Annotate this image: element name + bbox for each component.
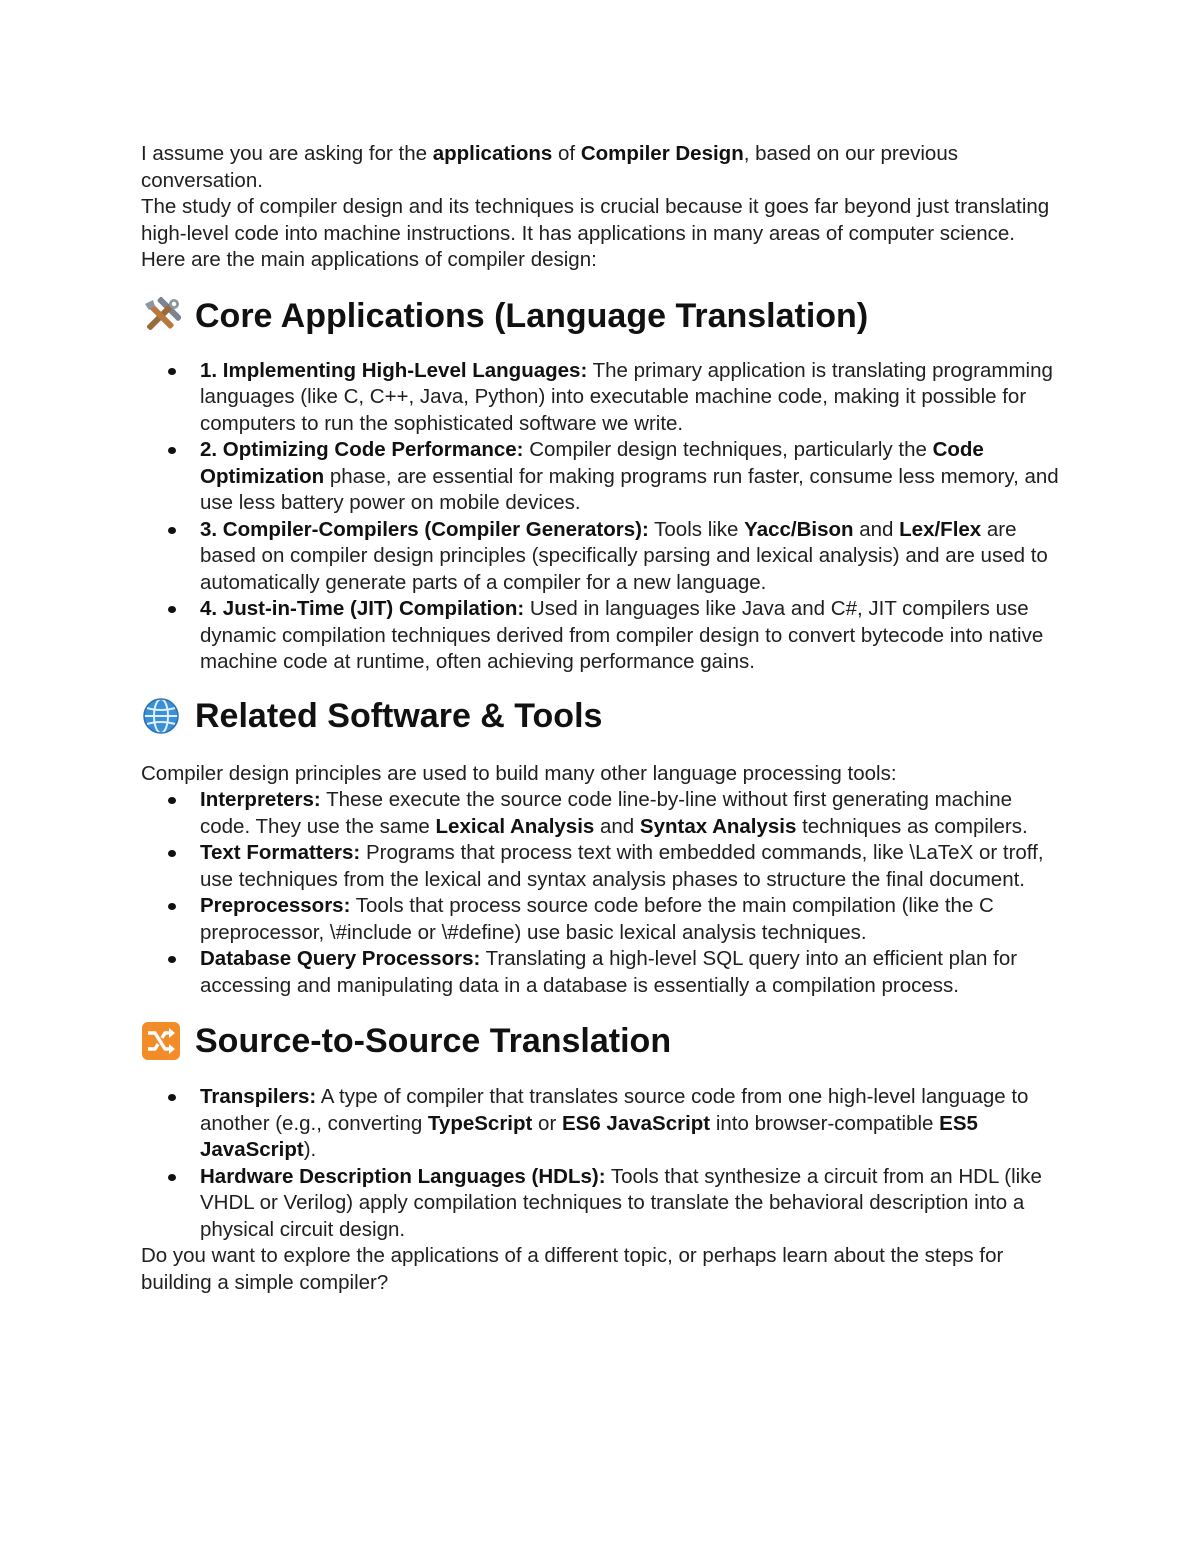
closing-question-paragraph: Do you want to explore the applications of a different topic, or perhaps learn about the steps for building a simple compiler? bbox=[141, 1244, 1004, 1294]
item-term: Preprocessors: bbox=[200, 894, 351, 917]
item-text: A type of compiler that translates source code from one high-level language to another (e.g., converting bbox=[200, 1085, 1029, 1135]
list-item bbox=[141, 596, 1061, 676]
item-term: 1. Implementing High-Level Languages: bbox=[200, 358, 588, 382]
core-applications-list bbox=[141, 358, 1061, 676]
item-term: Interpreters: bbox=[200, 788, 321, 811]
list-item bbox=[141, 1084, 1061, 1164]
globe-icon bbox=[141, 696, 183, 736]
item-bold: Lex/Flex bbox=[899, 517, 982, 541]
intro-bold-compiler-design: Compiler Design bbox=[580, 142, 744, 165]
list-item bbox=[141, 358, 1061, 438]
item-text: and bbox=[594, 814, 640, 838]
intro-text: I assume you are asking for the bbox=[141, 142, 433, 165]
item-bold: Yacc/Bison bbox=[744, 517, 854, 541]
item-text: The primary application is translating programming languages (like C, C++, Java, Python) into executable machine code, making it possible for computers to run the sophisticated software we write. bbox=[200, 358, 1053, 435]
item-term: Text Formatters: bbox=[200, 841, 361, 864]
list-item bbox=[141, 946, 1061, 999]
item-text: or bbox=[532, 1111, 562, 1135]
item-text: These execute the source code line-by-line without first generating machine code. They use the same bbox=[200, 788, 1013, 838]
item-text: phase, are essential for making programs run faster, consume less memory, and use less battery power on mobile devices. bbox=[200, 464, 1059, 514]
item-text: Translating a high-level SQL query into an efficient plan for accessing and manipulating data in a database is essentially a compilation process. bbox=[200, 947, 1018, 997]
source-to-source-heading bbox=[141, 1021, 1061, 1061]
list-item bbox=[141, 787, 1061, 840]
core-applications-title: Core Applications (Language Translation) bbox=[195, 296, 869, 335]
item-text: and bbox=[853, 517, 900, 541]
item-term: 4. Just-in-Time (JIT) Compilation: bbox=[200, 597, 525, 620]
item-bold: TypeScript bbox=[427, 1111, 533, 1135]
item-text: techniques as compilers. bbox=[796, 814, 1028, 838]
document-page bbox=[141, 141, 1061, 1296]
item-text: into browser-compatible bbox=[710, 1111, 940, 1135]
item-text: Compiler design techniques, particularly the bbox=[523, 438, 933, 461]
item-bold: Lexical Analysis bbox=[435, 814, 595, 838]
item-text: ). bbox=[303, 1138, 317, 1161]
core-applications-heading bbox=[141, 296, 1061, 336]
shuffle-icon bbox=[141, 1021, 183, 1061]
study-paragraph: The study of compiler design and its techniques is crucial because it goes far beyond just translating high-level code into machine instructions. It has applications in many areas of computer science. bbox=[141, 195, 1050, 245]
list-item bbox=[141, 893, 1061, 946]
list-item bbox=[141, 517, 1061, 597]
item-term: 3. Compiler-Compilers (Compiler Generators): bbox=[200, 517, 649, 541]
item-term: Database Query Processors: bbox=[200, 947, 481, 970]
item-text: Programs that process text with embedded commands, like \LaTeX or troff, use techniques from the lexical and syntax analysis phases to structure the final document. bbox=[200, 841, 1044, 891]
item-bold: Code Optimization bbox=[200, 438, 984, 488]
list-item bbox=[141, 1164, 1061, 1244]
list-item bbox=[141, 437, 1061, 517]
item-text: Tools like bbox=[648, 517, 745, 541]
intro-text: of bbox=[552, 142, 581, 165]
item-text: are based on compiler design principles (specifically parsing and lexical analysis) and are used to automatically generate parts of a compiler for a new language. bbox=[200, 517, 1048, 594]
intro-text: , based on our previous conversation. bbox=[141, 142, 958, 192]
item-term: Transpilers: bbox=[200, 1085, 317, 1108]
main-applications-paragraph: Here are the main applications of compiler design: bbox=[141, 248, 597, 271]
hammer-and-wrench-icon bbox=[141, 296, 183, 336]
intro-bold-applications: applications bbox=[432, 142, 553, 165]
item-text: Used in languages like Java and C#, JIT compilers use dynamic compilation techniques derived from compiler design to convert bytecode into native machine code at runtime, often achieving performance gains. bbox=[200, 597, 1044, 673]
source-to-source-list bbox=[141, 1084, 1061, 1243]
item-bold: ES5 JavaScript bbox=[200, 1111, 978, 1161]
source-to-source-title: Source-to-Source Translation bbox=[195, 1022, 672, 1060]
list-item bbox=[141, 840, 1061, 893]
related-intro-paragraph: Compiler design principles are used to build many other language processing tools: bbox=[141, 761, 897, 785]
item-bold: Syntax Analysis bbox=[639, 814, 797, 838]
item-text: Tools that process source code before the main compilation (like the C preprocessor, \#include or \#define) use basic lexical analysis techniques. bbox=[200, 894, 994, 944]
intro-paragraph bbox=[141, 141, 1061, 194]
related-tools-heading bbox=[141, 696, 1061, 736]
related-tools-list bbox=[141, 787, 1061, 999]
item-term: Hardware Description Languages (HDLs): bbox=[200, 1164, 606, 1188]
item-term: 2. Optimizing Code Performance: bbox=[200, 438, 524, 461]
item-bold: ES6 JavaScript bbox=[561, 1111, 711, 1135]
related-tools-title: Related Software & Tools bbox=[195, 696, 603, 735]
item-text: Tools that synthesize a circuit from an HDL (like VHDL or Verilog) apply compilation techniques to translate the behavioral description into a physical circuit design. bbox=[200, 1164, 1042, 1241]
